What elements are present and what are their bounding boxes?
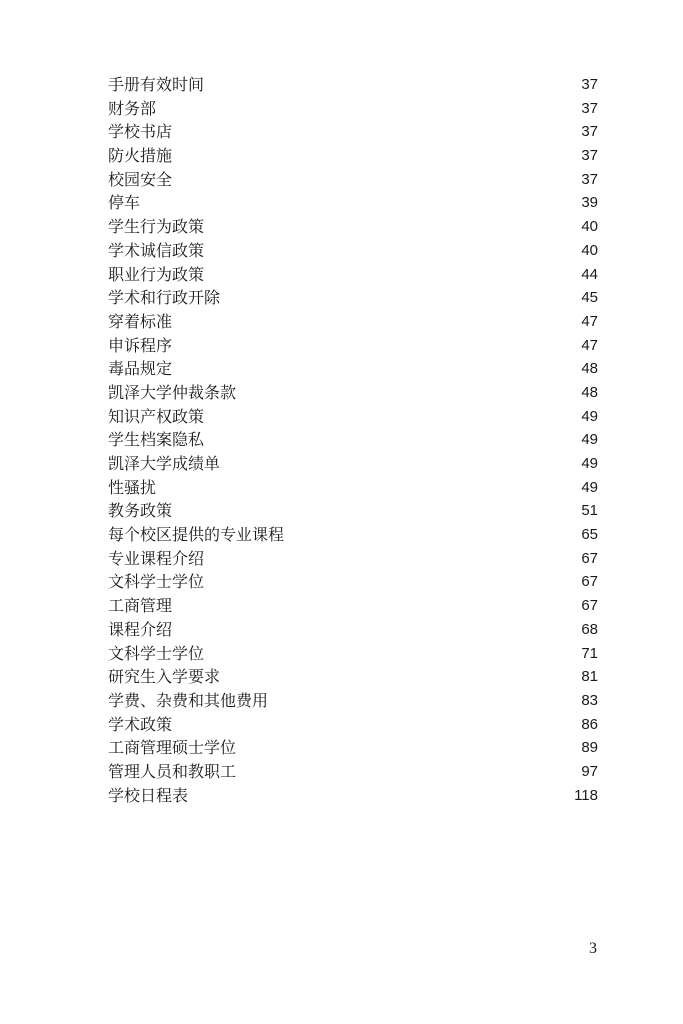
toc-entry-page: 118 [574,786,598,804]
toc-entry-page: 67 [581,549,598,567]
toc-entry-page: 44 [581,265,598,283]
toc-entry-page: 65 [581,526,598,544]
toc-entry-page: 81 [581,668,598,686]
toc-entry [108,713,598,737]
toc-entry-page: 67 [581,597,598,615]
toc-entry-title: 毒品规定 [108,359,173,379]
toc-entry-page: 97 [581,762,598,780]
toc-entry [108,215,598,239]
toc-entry [108,618,598,642]
toc-entry [108,784,598,808]
toc-entry-page: 37 [581,123,598,141]
toc-entry-page: 47 [581,336,598,354]
toc-entry [108,144,598,168]
toc-entry-title: 手册有效时间 [108,75,205,94]
toc-entry [108,594,598,618]
toc-entry [108,499,598,523]
toc-entry-title: 管理人员和教职工 [108,761,237,781]
toc-entry [108,263,598,287]
toc-entry [108,120,598,144]
table-of-contents [108,73,598,807]
toc-entry-title: 凯泽大学成绩单 [108,454,221,473]
toc-entry-title: 教务政策 [108,501,173,521]
toc-entry [108,191,598,215]
toc-entry-page: 47 [581,312,598,330]
toc-entry-title: 学术政策 [108,714,173,734]
toc-entry [108,665,598,689]
toc-entry [108,405,598,429]
toc-entry-page: 48 [581,360,598,378]
toc-entry-page: 40 [581,218,598,236]
toc-entry [108,547,598,571]
toc-entry [108,310,598,334]
toc-entry-title: 文科学士学位 [108,643,205,663]
toc-entry-title: 学术和行政开除 [108,288,221,308]
toc-entry-page: 49 [581,455,598,472]
toc-entry-page: 37 [581,147,598,165]
toc-entry-page: 49 [581,478,598,496]
toc-entry-page: 45 [581,289,598,307]
toc-entry-title: 知识产权政策 [108,406,205,426]
toc-entry-title: 停车 [108,193,141,213]
toc-entry [108,736,598,760]
toc-entry [108,73,598,97]
toc-entry [108,334,598,358]
toc-entry-page: 68 [581,620,598,638]
toc-entry-page: 37 [581,170,598,188]
toc-entry-title: 职业行为政策 [108,264,205,284]
toc-entry-page: 37 [581,76,598,93]
toc-entry-page: 83 [581,691,598,709]
toc-entry-page: 71 [581,644,598,662]
toc-entry-title: 文科学士学位 [108,572,205,592]
toc-entry [108,476,598,500]
toc-entry-page: 67 [581,573,598,591]
toc-entry-title: 每个校区提供的专业课程 [108,525,285,545]
toc-entry-title: 工商管理 [108,596,173,616]
toc-entry-page: 49 [581,407,598,425]
toc-entry-page: 86 [581,715,598,733]
toc-entry [108,357,598,381]
toc-entry [108,239,598,263]
toc-entry-page: 89 [581,739,598,757]
toc-entry-title: 穿着标准 [108,311,173,331]
toc-entry-title: 性骚扰 [108,477,157,497]
toc-entry-page: 48 [581,383,598,401]
toc-entry [108,97,598,121]
toc-entry [108,168,598,192]
toc-entry-title: 学生档案隐私 [108,430,205,450]
toc-entry-title: 学校书店 [108,122,173,142]
toc-entry-title: 工商管理硕士学位 [108,738,237,758]
toc-entry-title: 研究生入学要求 [108,667,221,687]
toc-entry [108,523,598,547]
toc-entry [108,381,598,405]
toc-entry-title: 学生行为政策 [108,217,205,237]
page-number: 3 [589,940,597,957]
toc-entry [108,428,598,452]
toc-entry-page: 49 [581,431,598,449]
toc-entry-page: 37 [581,99,598,117]
toc-entry-title: 申诉程序 [108,335,173,355]
toc-entry-title: 学费、杂费和其他费用 [108,690,269,710]
toc-entry-title: 课程介绍 [108,619,173,639]
toc-entry-title: 防火措施 [108,146,173,166]
toc-entry-page: 51 [581,502,598,520]
toc-entry [108,689,598,713]
toc-entry-title: 学校日程表 [108,785,189,805]
toc-entry [108,286,598,310]
toc-entry-page: 39 [581,194,598,212]
toc-entry-title: 校园安全 [108,169,173,189]
toc-entry [108,760,598,784]
toc-entry-title: 凯泽大学仲裁条款 [108,382,237,402]
toc-entry-page: 40 [581,241,598,259]
toc-entry [108,452,598,476]
toc-entry-title: 财务部 [108,98,157,118]
toc-entry [108,642,598,666]
toc-entry-title: 学术诚信政策 [108,240,205,260]
toc-entry [108,570,598,594]
toc-entry-title: 专业课程介绍 [108,548,205,568]
